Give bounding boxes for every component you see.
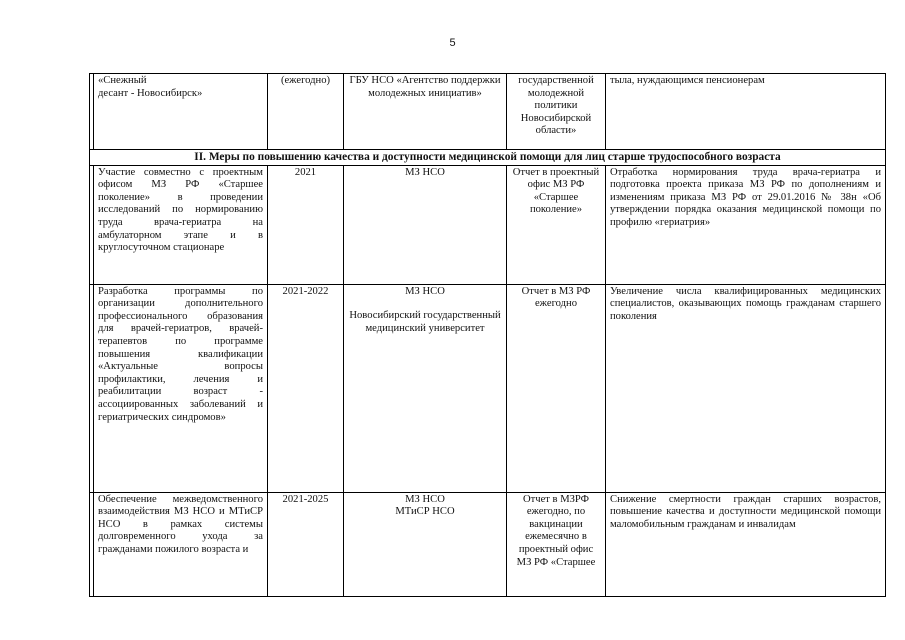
report-cell: государственной молодежной политики Новосибирской области» [507,74,606,150]
executor-cell: МЗ НСО [344,165,507,284]
executor-cell: ГБУ НСО «Агентство поддержки молодежных инициатив» [344,74,507,150]
page-number: 5 [449,37,456,49]
measure-cell: Участие совместно с проектным офисом МЗ РФ «Старшее поколение» в проведении исследований по нормированию труда врача-гериатра на амбулаторном этапе и в круглосуточном стационаре [94,165,268,284]
executor-cell [344,492,507,596]
section-title: II. Меры по повышению качества и доступности медицинской помощи для лиц старше трудоспособного возраста [90,150,886,166]
executor-cell [344,284,507,492]
table-row [90,165,886,284]
measure-cell: Обеспечение межведомственного взаимодействия МЗ НСО и МТиСР НСО в рамках системы долговременного ухода за гражданами пожилого возраста и [94,492,268,596]
term-cell: 2021-2025 [268,492,344,596]
executor-name: МТиСР НСО [395,506,455,518]
measure-line: «Снежный [98,75,147,86]
result-cell: Увеличение числа квалифицированных медицинских специалистов, оказывающих помощь гражданам старшего поколения [606,284,886,492]
section-header-row [90,150,886,166]
term-cell: (ежегодно) [268,74,344,150]
executor-name: Новосибирский государственный медицинский университет [349,310,501,334]
report-cell: Отчет в МЗ РФ ежегодно [507,284,606,492]
table-row [90,284,886,492]
measure-cell [94,74,268,150]
result-cell: тыла, нуждающимся пенсионерам [606,74,886,150]
table-row-continuation [90,74,886,150]
report-cell: Отчет в МЗРФ ежегодно, по вакцинации ежемесячно в проектный офис МЗ РФ «Старшее [507,492,606,596]
executor-name: МЗ НСО [405,285,445,297]
executor-name: МЗ НСО [405,493,445,505]
term-cell: 2021-2022 [268,284,344,492]
measure-cell: Разработка программы по организации дополнительного профессионального образования для врачей-гериатров, врачей-терапевтов по программе повышения квалификации «Актуальные вопросы профилактики, лечения и реабилитации возраст - ассоциированных заболеваний и гериатрических синдромов» [94,284,268,492]
measures-table [89,73,886,597]
measure-line: десант - Новосибирск» [98,87,203,99]
term-cell: 2021 [268,165,344,284]
result-cell: Отработка нормирования труда врача-гериатра и подготовка проекта приказа МЗ РФ по дополнениям и изменениям приказа МЗ РФ от 29.01.2016 № 38н «Об утверждении порядка оказания медицинской помощи по профилю «гериатрия» [606,165,886,284]
report-cell: Отчет в проектный офис МЗ РФ «Старшее поколение» [507,165,606,284]
result-cell: Снижение смертности граждан старших возрастов, повышение качества и доступности медицинской помощи маломобильным гражданам и инвалидам [606,492,886,596]
table-row [90,492,886,596]
